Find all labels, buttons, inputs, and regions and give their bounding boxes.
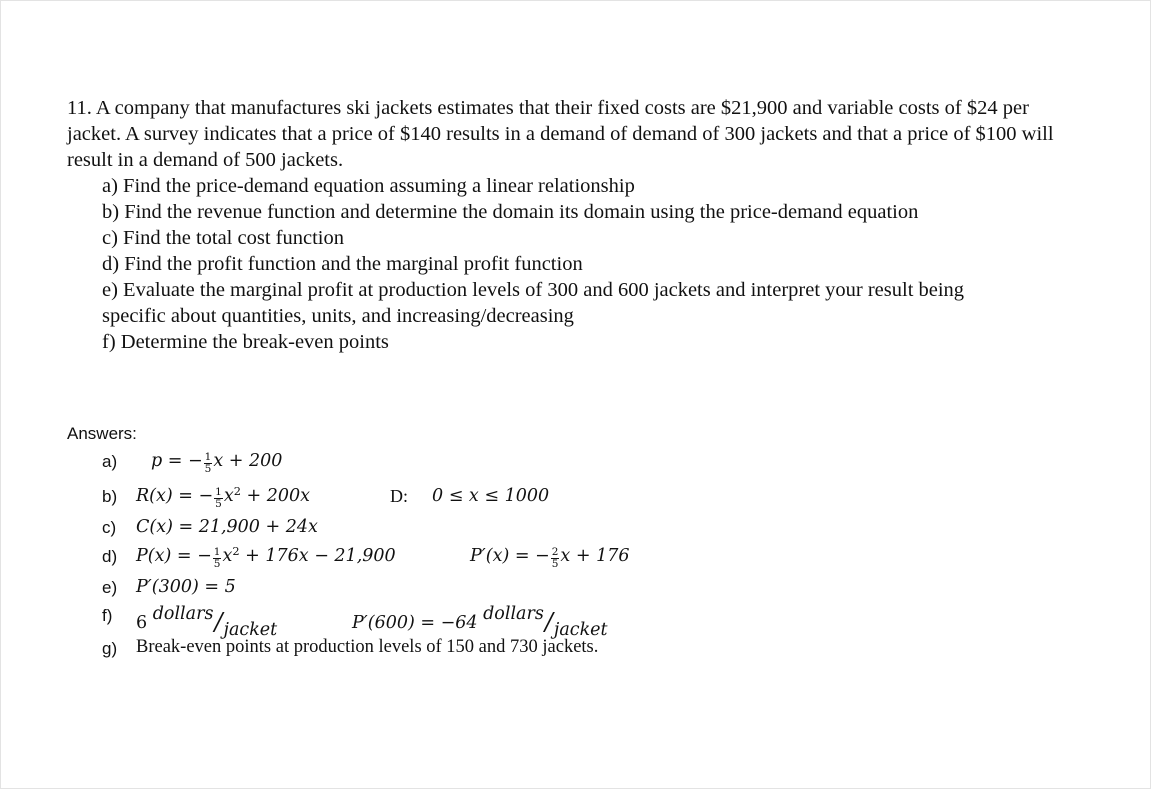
answer-e-label: e) [102,578,118,597]
answer-b-domain: 0 ≤ x ≤ 1000 [432,486,550,506]
answer-d-equation: P(x) = − $\frac{1}{5}$ $x^2 + 176x - 21,900$ [136,543,396,570]
answer-a-rhs: x + 200 [213,451,283,471]
answer-d-fraction: $\frac{1}{5}$ [213,545,221,570]
answers-heading: Answers: [67,424,137,443]
answer-b-rhs: + 200x [246,486,311,506]
question-parts [102,173,964,355]
answer-c-equation: C(x) = 21,900 + 24x [136,517,318,537]
answer-d-rhs: + 176x − 21,900 [245,546,396,566]
answer-f-second-unit-denominator: jacket [553,620,608,640]
answer-f-second-unit-numerator: dollars [483,604,544,624]
answer-a-lhs: p = − [151,451,203,471]
answer-g-text: Break-even points at production levels of 150 and 730 jackets. [136,637,599,657]
answer-b-domain-label: D: [390,486,408,506]
answer-b-equation: R(x) = − $\frac{1}{5}$ $x^2 + 200x$ [136,483,311,510]
question-stem [67,95,1077,173]
part-f: f) Determine the break-even points [102,331,389,353]
part-a: a) Find the price-demand equation assuming a linear relationship [102,175,635,197]
answer-d-lhs: P(x) = − [136,546,212,566]
answer-b-label: b) [102,487,118,506]
answer-d-marginal-fraction: $\frac{2}{5}$ [551,545,559,570]
answer-e-equation: P′(300) = 5 [136,577,236,597]
question-text: 11. A company that manufactures ski jackets estimates that their fixed costs are $21,900 and variable costs of $24 per jacket. A survey indicates that a price of $140 results in a demand of demand of 300 jackets and that a price of $100 will result in a demand of 500 jackets. [67,97,1054,171]
part-e-continued: specific about quantities, units, and increasing/decreasing [102,305,574,327]
answer-b-lhs: R(x) = − [136,486,214,506]
part-b: b) Find the revenue function and determine the domain its domain using the price-demand equation [102,201,919,223]
answer-g-label: g) [102,639,118,658]
part-c: c) Find the total cost function [102,227,344,249]
part-d: d) Find the profit function and the marginal profit function [102,253,583,275]
answer-f-second-value: P′(600) = −64 dollars/jacket [352,604,608,640]
part-e: e) Evaluate the marginal profit at production levels of 300 and 600 jackets and interpret your result being [102,279,965,301]
answer-f-label: f) [102,606,113,625]
answer-a-fraction: $\frac{1}{5}$ [204,450,212,475]
answer-f-unit-denominator: jacket [223,620,278,640]
answer-a-equation [151,451,282,475]
answer-c-label: c) [102,518,117,537]
answer-d-label: d) [102,547,118,566]
answer-d-marginal-equation: P′(x) = − $\frac{2}{5}$ x + 176 [470,545,630,570]
answer-b-fraction: $\frac{1}{5}$ [215,485,222,510]
answer-f-value: 6 dollars/jacket [136,604,278,640]
answer-f-unit-numerator: dollars [152,604,214,624]
answer-a-label: a) [102,452,118,471]
